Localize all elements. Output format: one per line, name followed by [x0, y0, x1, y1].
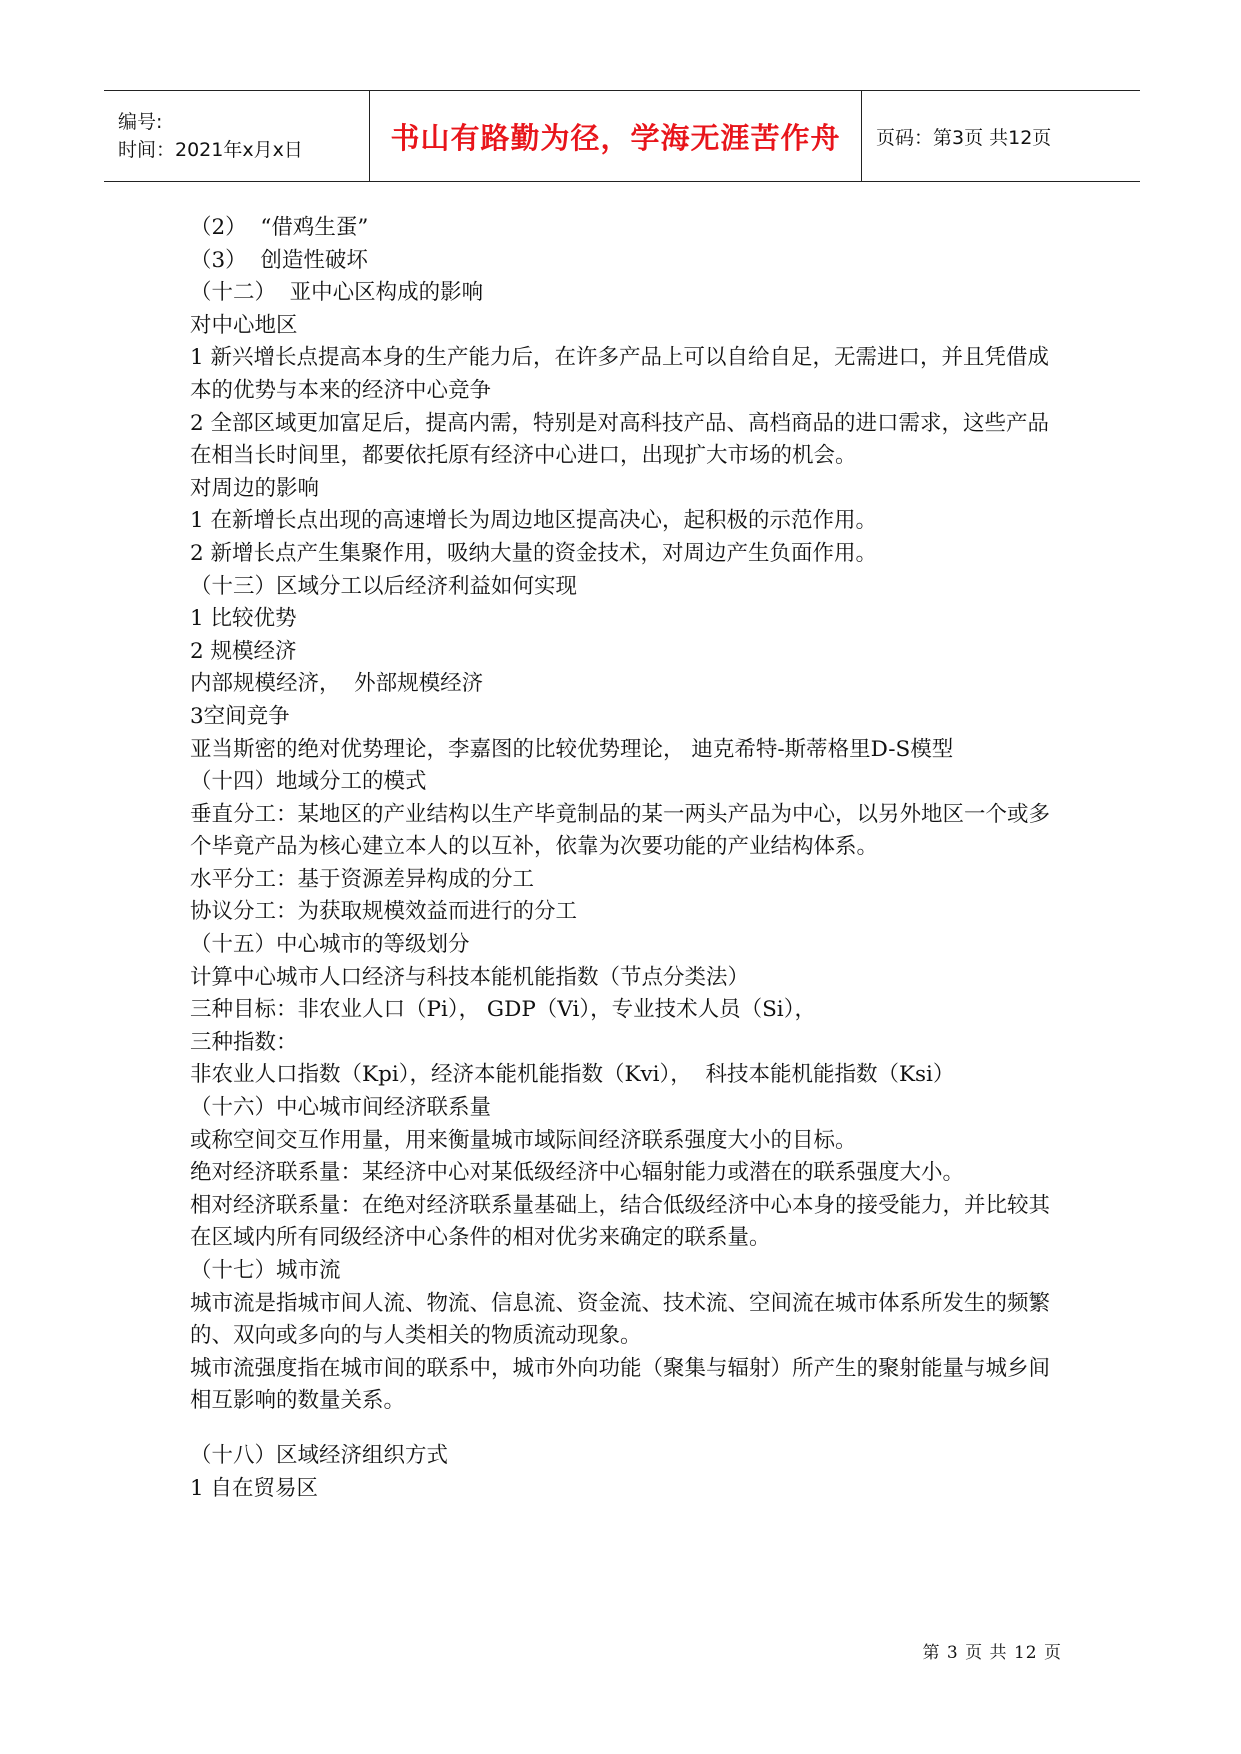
paragraph: 相对经济联系量：在绝对经济联系量基础上，结合低级经济中心本身的接受能力，并比较其在区域内所有同级经济中心条件的相对优劣来确定的联系量。: [190, 1192, 1051, 1251]
paragraph: 2 全部区域更加富足后，提高内需，特别是对高科技产品、高档商品的进口需求，这些产品在相当长时间里，都要依托原有经济中心进口，出现扩大市场的机会。: [190, 410, 1050, 469]
paragraph: 城市流强度指在城市间的联系中，城市外向功能（聚集与辐射）所产生的聚射能量与城乡间相互影响的数量关系。: [190, 1355, 1051, 1414]
paragraph: 三种指数：: [190, 1029, 298, 1055]
paragraph: 内部规模经济， 外部规模经济: [190, 671, 484, 697]
header-page-label: 页码：第3页 共12页: [876, 126, 1052, 149]
paragraph-gap: [190, 1418, 1070, 1440]
header-number-label: 编号:: [118, 111, 163, 133]
paragraph: 1 在新增长点出现的高速增长为周边地区提高决心，起积极的示范作用。: [190, 508, 878, 534]
paragraph: 计算中心城市人口经济与科技本能机能指数（节点分类法）: [190, 964, 750, 990]
section-heading: （十二） 亚中心区构成的影响: [190, 280, 484, 306]
paragraph: 2 新增长点产生集聚作用，吸纳大量的资金技术，对周边产生负面作用。: [190, 540, 878, 566]
paragraph: 或称空间交互作用量，用来衡量城市域际间经济联系强度大小的目标。: [190, 1127, 857, 1153]
paragraph: 垂直分工：某地区的产业结构以生产毕竟制品的某一两头产品为中心，以另外地区一个或多个毕竟产品为核心建立本人的以互补，依靠为次要功能的产业结构体系。: [190, 801, 1051, 860]
paragraph: 非农业人口指数（Kpi），经济本能机能指数（Kvi）， 科技本能机能指数（Ksi）: [190, 1062, 955, 1088]
paragraph: （2） “借鸡生蛋”: [190, 215, 369, 240]
paragraph: 1 自在贸易区: [190, 1475, 319, 1501]
paragraph: 城市流是指城市间人流、物流、信息流、资金流、技术流、空间流在城市体系所发生的频繁的、双向或多向的与人类相关的物质流动现象。: [190, 1290, 1051, 1349]
paragraph: 对中心地区: [190, 312, 298, 338]
paragraph: 绝对经济联系量：某经济中心对某低级经济中心辐射能力或潜在的联系强度大小。: [190, 1160, 965, 1186]
header-motto-cell: [370, 91, 862, 181]
page-header: [104, 90, 1140, 182]
header-page-cell: [862, 91, 1140, 181]
paragraph: 亚当斯密的绝对优势理论，李嘉图的比较优势理论， 迪克希特-斯蒂格里D-S模型: [190, 736, 954, 762]
section-heading: （十三）区域分工以后经济利益如何实现: [190, 573, 578, 599]
header-meta: [104, 91, 370, 181]
paragraph: 水平分工：基于资源差异构成的分工: [190, 866, 535, 892]
section-heading: （十七）城市流: [190, 1258, 341, 1283]
paragraph: 对周边的影响: [190, 475, 320, 501]
paragraph: 协议分工：为获取规模效益而进行的分工: [190, 899, 578, 925]
paragraph: 3空间竞争: [190, 703, 290, 729]
page-footer: 第 3 页 共 12 页: [922, 1643, 1062, 1663]
header-time-label: 时间：2021年x月x日: [118, 139, 303, 161]
section-heading: （十八）区域经济组织方式: [190, 1442, 449, 1468]
section-heading: （十四）地域分工的模式: [190, 769, 427, 795]
paragraph: 1 新兴增长点提高本身的生产能力后，在许多产品上可以自给自足，无需进口，并且凭借成本的优势与本来的经济中心竞争: [190, 345, 1050, 403]
paragraph: 2 规模经济: [190, 638, 297, 664]
section-heading: （十六）中心城市间经济联系量: [190, 1095, 492, 1121]
section-heading: （十五）中心城市的等级划分: [190, 932, 470, 958]
paragraph: （3） 创造性破坏: [190, 247, 368, 273]
paragraph: 三种目标：非农业人口（Pi）， GDP（Vi），专业技术人员（Si），: [190, 997, 816, 1023]
document-body: [190, 212, 1070, 1505]
paragraph: 1 比较优势: [190, 606, 297, 632]
header-motto: 书山有路勤为径，学海无涯苦作舟: [390, 120, 841, 155]
